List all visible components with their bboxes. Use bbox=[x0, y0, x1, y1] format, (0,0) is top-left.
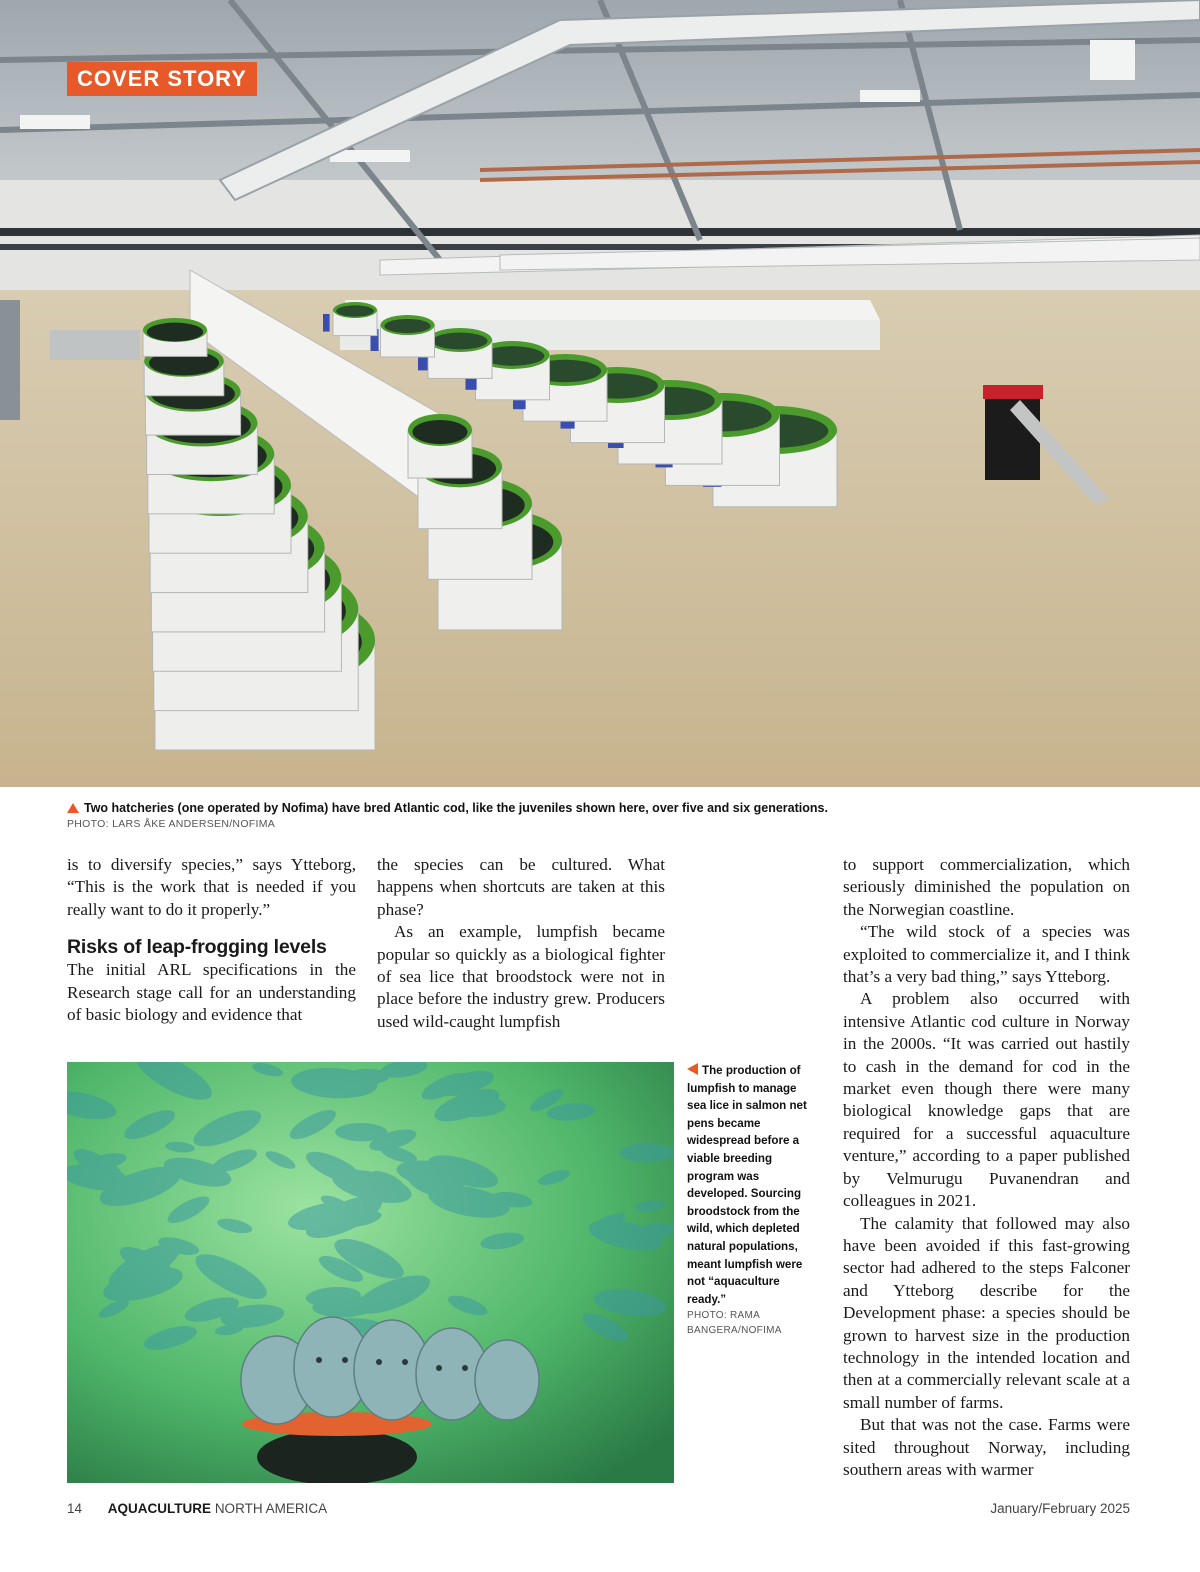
col3-paragraph-2: “The wild stock of a species was exploited to commercialize it, and I think that’s a very bad thing,” says Ytteborg. bbox=[843, 922, 1130, 987]
issue-date: January/February 2025 bbox=[990, 1501, 1130, 1516]
caption-top-credit: PHOTO: LARS ÅKE ANDERSEN/NOFIMA bbox=[67, 818, 276, 830]
caption-side-text: The production of lumpfish to manage sea lice in salmon net pens became widespread before a viable breeding program was developed. Sourcing broodstock from the wild, which depleted natural populations, meant lumpfish were not “aquaculture ready.” bbox=[687, 1064, 807, 1306]
footer-left bbox=[67, 1501, 327, 1516]
page-number: 14 bbox=[67, 1501, 83, 1516]
triangle-left-icon bbox=[687, 1063, 698, 1075]
section-heading: Risks of leap-frogging levels bbox=[67, 936, 327, 959]
column-1 bbox=[67, 854, 356, 1026]
triangle-up-icon bbox=[67, 803, 79, 813]
col2-paragraph-1: the species can be cultured. What happens when shortcuts are taken at this phase? bbox=[377, 855, 665, 919]
column-2 bbox=[377, 854, 665, 1033]
col3-paragraph-3: A problem also occurred with intensive Atlantic cod culture in Norway in the 2000s. “It was carried out hastily to cash in the demand for cod in the market even though there were many biological knowledge gaps that are required for a successful aquaculture venture,” according to a paper published by Velmurugu Puvanendran and colleagues in 2021. bbox=[843, 989, 1130, 1211]
lumpfish-illustration bbox=[67, 1062, 674, 1483]
caption-top-text: Two hatcheries (one operated by Nofima) have bred Atlantic cod, like the juveniles shown here, over five and six generations. bbox=[84, 801, 828, 815]
caption-top bbox=[67, 800, 1147, 832]
col1-paragraph-1: is to diversify species,” says Ytteborg, “This is the work that is needed if you really want to do it properly.” bbox=[67, 855, 356, 919]
magazine-brand-rest: NORTH AMERICA bbox=[214, 1501, 328, 1516]
magazine-brand: AQUACULTURE bbox=[107, 1501, 212, 1516]
col3-paragraph-4: The calamity that followed may also have been avoided if this fast-growing sector had adhered to the steps Falconer and Ytteborg describe for the Development phase: a species should be grown to harvest size in the production technology in the intended location and then at a commercially relevant scale at a small number of farms. bbox=[843, 1213, 1130, 1412]
col3-paragraph-5: But that was not the case. Farms were sited throughout Norway, including southern areas with warmer bbox=[843, 1415, 1130, 1479]
lumpfish-photo bbox=[67, 1062, 674, 1483]
caption-side bbox=[687, 1062, 815, 1338]
col3-paragraph-1: to support commercialization, which seriously diminished the population on the Norwegian coastline. bbox=[843, 855, 1130, 919]
section-tag: COVER STORY bbox=[67, 62, 257, 96]
col2-paragraph-2: As an example, lumpfish became popular so quickly as a biological fighter of sea lice that broodstock were not in place before the industry grew. Producers used wild-caught lumpfish bbox=[377, 922, 665, 1031]
column-3 bbox=[843, 854, 1130, 1481]
caption-side-credit: PHOTO: RAMA BANGERA/NOFIMA bbox=[687, 1310, 782, 1337]
col1-paragraph-2: The initial ARL specifications in the Research stage call for an understanding of basic biology and evidence that bbox=[67, 960, 356, 1025]
